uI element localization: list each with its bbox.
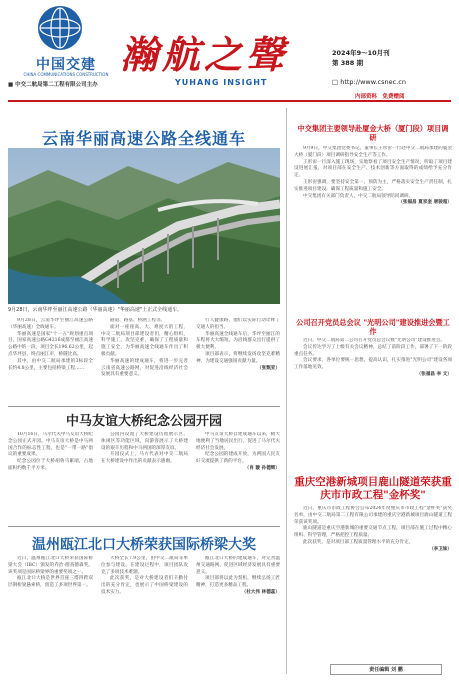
newspaper-title-en: YUHANG INSIGHT [175, 78, 268, 87]
paragraph: 隧道、路基、桥涵工程等。 [110, 318, 166, 323]
paragraph: 项目部将以此为契机，继续弘扬工匠精神，打造更多精品工程。 [196, 576, 280, 589]
paragraph: 瓯江北口大桥的建成通车，对完善温州交通路网、促进区域经济发展具有重要意义。 [196, 556, 280, 575]
lead-headline: 云南华丽高速公路全线通车 [41, 129, 246, 148]
issue-number: 第 388 期 [332, 59, 364, 67]
paragraph: 鹿山隧道是重庆空港新城的重要交通节点工程，项目部在施工过程中精心组织、科学管理，严格把控工程质量。 [294, 526, 452, 539]
editor-credit: 责任编辑 刘 鹏 [330, 664, 442, 675]
lead-col-3 [196, 318, 280, 402]
right-headline-1: 中交集团主要领导赴厦金大桥（厦门段）项目调研 [297, 124, 449, 142]
lead-col-1 [8, 318, 93, 402]
paragraph: 纪念公园的建成开放，为两国人民友好交流提供了新的平台。 [196, 452, 280, 465]
paragraph: 王彤宙一行深入施工现场，实地察看了项目安全生产情况，听取了项目建设进展汇报，对项目部在安全生产、技术创新等方面取得的成绩给予充分肯定。 [294, 159, 452, 179]
paragraph: 会议要求，各单位要统一思想、提高认识，扎实推进"光明公司"建设各项工作落地见效。 [294, 358, 452, 371]
story3-headline: 温州瓯江北口大桥荣获国际桥梁大奖 [32, 537, 256, 553]
column-divider [286, 108, 287, 674]
masthead-rule [8, 100, 451, 102]
newspaper-title: 瀚航之聲 [120, 32, 289, 77]
paragraph: 10月16日，马尔代夫中马友谊大桥纪念公园正式开园。中马友谊大桥是中马两国合作的标志性工程，也是"一带一路"倡议的重要成果。 [8, 432, 93, 458]
right-story-3 [294, 506, 452, 661]
section-divider [8, 526, 280, 527]
sponsor-line: ■ 中交二航局第二工程有限公司主办 [8, 82, 98, 88]
lead-photo [8, 148, 280, 304]
right-story-1 [294, 146, 452, 311]
paragraph: 9月28日，云南华坪至丽江高速公路（华丽高速）全线通车。 [8, 318, 93, 330]
byline: （张甄亚） [257, 365, 280, 371]
paragraph: 华丽高速的建成通车，将进一步完善云南省高速公路网，对促进沿线经济社会发展具有重要意义。 [101, 358, 188, 378]
paragraph: 项目部表示，将继续发扬攻坚克难精神，为建设交通强国贡献力量。 [196, 351, 280, 364]
paragraph: 9月9日，中交集团党委书记、董事长王彤宙一行赴中交二航局承建的厦金大桥（厦门段）项目调研指导安全生产等工作。 [294, 146, 452, 158]
story3-col-1 [8, 556, 93, 668]
company-logo-en-text: CHINA COMMUNICATIONS CONSTRUCTION [23, 72, 109, 77]
paragraph: 其中，由中交二航局承建的3标段全长约4.8公里，主要包括桥梁工程…… [8, 358, 93, 371]
paragraph: 公园内设置了大桥建设历程展示区、休闲区等功能区域，向游客展示了大桥建设的艰辛历程和中马两国的深厚友谊。 [101, 432, 188, 451]
paragraph: 华丽高速是国家"十一五"规划重点项目，国家高速公路G4216成都至丽江高速公路中的一段，项目全长196.62公里，起点华坪县，终点丽江市，桥隧比高。 [8, 331, 93, 357]
paragraph: 开园仪式上，马方代表对中交二航局在大桥建设中作出的贡献表示感谢。 [101, 452, 188, 465]
byline: （肖 璇 孙德辉） [244, 465, 280, 471]
ccc-logo-icon [38, 6, 82, 50]
story2-headline: 中马友谊大桥纪念公园开园 [65, 414, 222, 429]
paragraph: 华丽高速全线通车后，华坪至丽江的车程将大大缩短，为沿线群众出行提供了极大便利。 [196, 331, 280, 351]
paragraph: 行人健康路，他们以实际行动诠释了交通人的担当。 [196, 318, 280, 330]
lead-col-2 [101, 318, 188, 402]
company-logo-text: 中国交建 [36, 57, 96, 73]
paragraph: 近日，中交二航局第二公司召开党员总会议暨"光明公司"建设推进会。 [303, 338, 446, 343]
byline: （张福昌 李 文） [416, 371, 452, 377]
byline: （李卫妹） [429, 546, 452, 552]
paragraph: 会议传达学习了上级有关会议精神，总结了前阶段工作，部署了下一阶段重点任务。 [294, 344, 452, 357]
paragraph: 王彤宙强调，要坚持安全第一、预防为主，严格落实安全生产责任制，扎实推进项目建设，确保工程质量和施工安全。 [294, 179, 452, 192]
paragraph: 纪念公园位于大桥胡鲁马累端，占地面积约数千平方米。 [8, 459, 93, 471]
right-headline-3: 重庆空港新城项目鹿山隧道荣获重庆市市政工程"金杯奖" [294, 476, 452, 501]
story2-col-2 [101, 432, 188, 522]
paragraph: 此次获奖，是对项目部工程质量管理水平的充分肯定。 [303, 539, 414, 545]
right-headline-2: 公司召开党员总会议 "光明公司"建设推进会暨工作 [296, 318, 450, 336]
section-divider [8, 406, 280, 407]
issue-date: 2024年9～10月刊 [332, 49, 390, 57]
lead-photo-caption: 9月28日，云南华坪至丽江高速公路（华丽高速）"华丽高速"上正式全线通车。 [8, 307, 183, 313]
story3-col-3 [196, 556, 280, 668]
byline: （杜大伟 林德蕊） [241, 589, 280, 595]
paragraph: 瓯江北口大桥是世界首座三塔四跨双层钢桁梁悬索桥，创造了多项世界第一。 [8, 576, 93, 589]
issue-info [332, 48, 452, 68]
paragraph: 此次获奖，是对大桥建设者们辛勤付出的充分肯定，也展示了中国桥梁建设的技术实力。 [101, 576, 188, 595]
story3-col-2 [101, 556, 188, 668]
story2-col-3 [196, 432, 280, 522]
website-url[interactable]: □ http://www.csnec.cn [332, 78, 406, 86]
paragraph: 近日，重庆市市政工程协会公布2024年度重庆市市政工程"金杯奖"获奖名单，由中交二航局第二工程有限公司承建的重庆空港新城项目鹿山隧道工程荣获该奖项。 [294, 506, 452, 525]
paragraph: 面对一座座高、大、难度大的工程，中交二航局项目部建设者们，精心组织，科学施工，攻坚克难，确保了工程质量和施工安全，为华丽高速全线通车作出了积极贡献。 [101, 324, 188, 357]
paragraph: 中交集团有关部门负责人，中交二航局领导陪同调研。 [303, 193, 414, 199]
distribution-note: 内部资料 免费赠阅 [355, 94, 405, 100]
paragraph: 近日，温州瓯江北口大桥荣获国际桥梁大会（IBC）颁发的乔治·理查德森奖。该奖项是国际桥梁界的重要奖项之一。 [8, 556, 93, 575]
paragraph: 中马友谊大桥自建成通车以来，极大地便利了当地居民出行，促进了马尔代夫经济社会发展。 [196, 432, 280, 451]
byline: （张福昌 夏家奎 唐骏超） [398, 200, 452, 206]
right-story-2 [294, 338, 452, 473]
story2-col-1 [8, 432, 93, 522]
paragraph: 大桥全长7.9公里，由中交二航局等单位参与建设。在建设过程中，项目团队攻克了多项技术难题。 [101, 556, 188, 575]
